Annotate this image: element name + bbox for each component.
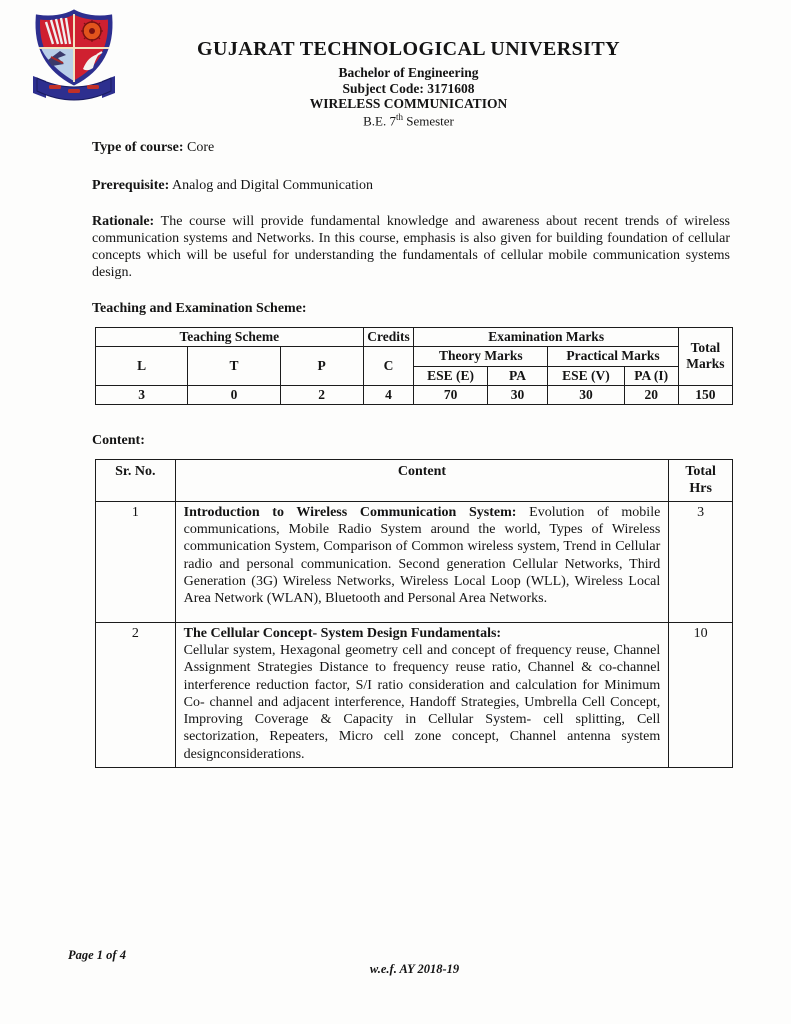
col-header-ese-e: ESE (E)	[414, 366, 487, 385]
content-header-row	[96, 459, 733, 501]
type-of-course-label: Type of course:	[92, 140, 184, 156]
rationale-paragraph	[92, 213, 730, 281]
gtu-crest-icon	[29, 8, 119, 110]
document-header	[26, 0, 791, 129]
unit-1-topic	[175, 501, 669, 622]
col-header-pa-i: PA (I)	[624, 366, 678, 385]
unit-2-number: 2	[96, 622, 176, 767]
value-ese-e: 70	[414, 385, 487, 404]
col-header-T: T	[188, 347, 280, 386]
teaching-scheme-heading: Teaching and Examination Scheme:	[92, 301, 307, 317]
page-number: Page 1 of 4	[68, 948, 126, 962]
subject-code-line: Subject Code: 3171608	[342, 80, 475, 96]
value-ese-v: 30	[548, 385, 624, 404]
degree-line: Bachelor of Engineering	[338, 64, 479, 80]
unit-1-body: Evolution of mobile communications, Mobile Radio System around the world, Types of Wireless communication System, Comparison of Common wireless system, Trend in Cellular radio and personal communication. Second generation Cellular Networks, Third Generation (3G) Wireless Networks, Wireless Local Loop (WLL), Wireless Local Area Network (WLAN), Bluetooth and Personal Area Networks.	[183, 504, 661, 607]
col-header-ese-v: ESE (V)	[548, 366, 624, 385]
col-header-C: C	[363, 347, 414, 386]
theory-marks-header: Theory Marks	[414, 347, 548, 366]
scheme-header-row-2	[96, 347, 733, 366]
rationale-label: Rationale:	[92, 214, 155, 230]
total-marks-header: Total Marks	[678, 327, 732, 385]
type-of-course-line	[92, 139, 730, 156]
content-column-header: Content	[175, 459, 669, 501]
wef-note: w.e.f. AY 2018-19	[369, 962, 460, 976]
teaching-scheme-header: Teaching Scheme	[96, 327, 364, 346]
type-of-course-value: Core	[183, 140, 215, 156]
value-pa: 30	[487, 385, 548, 404]
subject-name-line: WIRELESS COMMUNICATION	[309, 96, 508, 112]
examination-marks-header: Examination Marks	[414, 327, 678, 346]
unit-1-title: Introduction to Wireless Communication System:	[183, 504, 517, 520]
col-header-L: L	[96, 347, 188, 386]
value-L: 3	[96, 385, 188, 404]
unit-2-topic	[175, 622, 669, 767]
semester-prefix: B.E. 7	[363, 113, 396, 129]
semester-suffix: Semester	[402, 113, 454, 129]
content-table	[95, 459, 733, 768]
scheme-header-row-1	[96, 327, 733, 346]
unit-2-body: Cellular system, Hexagonal geometry cell and concept of frequency reuse, Channel Assignment Strategies Distance to frequency reuse ratio, Channel & co-channel interference reduction factor, S/I ratio consideration and calculation for Minimum Co- channel and adjacent interference, Handoff Strategies, Umbrella Cell Concept, Improving Coverage & Capacity in Cellular System- cell splitting, Cell sectorization, Repeaters, Micro cell zone concept, Channel antenna system designconsiderations.	[183, 642, 661, 762]
university-name: GUJARAT TECHNOLOGICAL UNIVERSITY	[197, 38, 620, 60]
col-header-pa: PA	[487, 366, 548, 385]
prerequisite-label: Prerequisite:	[92, 178, 170, 194]
content-row-1	[96, 501, 733, 622]
value-T: 0	[188, 385, 280, 404]
unit-1-hours: 3	[669, 501, 733, 622]
value-P: 2	[280, 385, 363, 404]
total-hrs-header: Total Hrs	[669, 459, 733, 501]
teaching-examination-table	[95, 327, 733, 406]
unit-2-title: The Cellular Concept- System Design Fundamentals:	[183, 625, 502, 641]
sr-no-header: Sr. No.	[96, 459, 176, 501]
practical-marks-header: Practical Marks	[548, 347, 679, 366]
semester-line	[26, 112, 791, 129]
unit-1-number: 1	[96, 501, 176, 622]
value-total-marks: 150	[678, 385, 732, 404]
value-pa-i: 20	[624, 385, 678, 404]
semester-ordinal: th	[395, 112, 403, 123]
prerequisite-value: Analog and Digital Communication	[169, 178, 374, 194]
unit-2-hours: 10	[669, 622, 733, 767]
scheme-values-row	[96, 385, 733, 404]
value-C: 4	[363, 385, 414, 404]
rationale-text: The course will provide fundamental knowledge and awareness about recent trends of wireless communication systems and Networks. In this course, emphasis is also given for building foundation of cellular concepts which will be useful for understanding the fundamentals of cellular mobile communication systems design.	[92, 214, 730, 281]
university-logo	[29, 8, 119, 110]
credits-header: Credits	[363, 327, 414, 346]
content-heading: Content:	[92, 433, 145, 449]
col-header-P: P	[280, 347, 363, 386]
document-body	[92, 139, 730, 768]
prerequisite-line	[92, 177, 730, 194]
content-row-2	[96, 622, 733, 767]
